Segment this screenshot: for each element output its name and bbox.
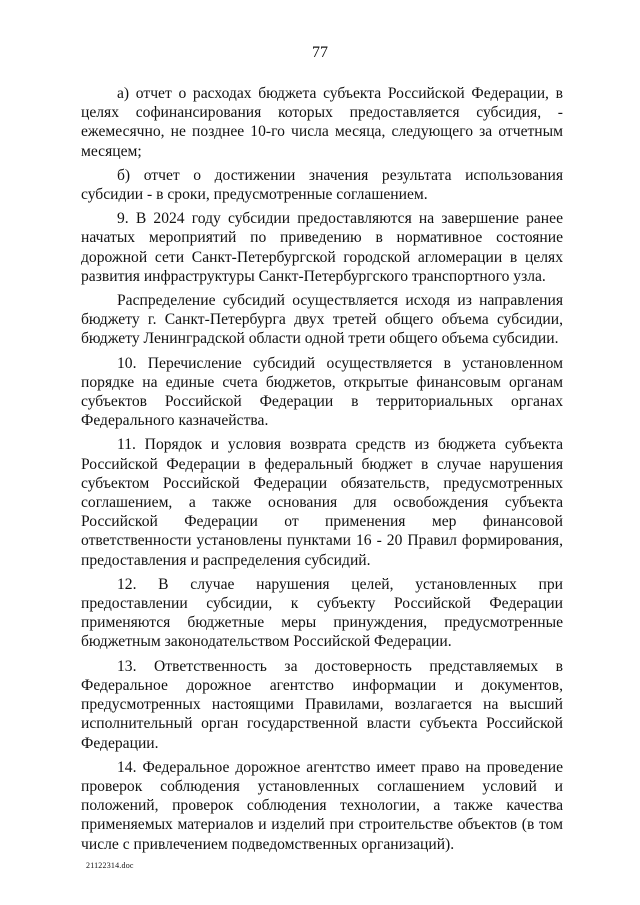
paragraph-a: а) отчет о расходах бюджета субъекта Российской Федерации, в целях софинансирования которых предоставляется субсидия, - ежемесячно, не позднее 10-го числа месяца, следующего за отчетным месяцем;	[81, 85, 563, 160]
paragraph-10: 10. Перечисление субсидий осуществляется в установленном порядке на единые счета бюджетов, открытые финансовым органам субъектов Российской Федерации в территориальных органах Федерального казначейства.	[81, 354, 563, 430]
document-body	[81, 84, 563, 859]
paragraph-12: 12. В случае нарушения целей, установленных при предоставлении субсидии, к субъекту Российской Федерации применяются бюджетные меры принуждения, предусмотренные бюджетным законодательством Российской Федерации.	[81, 575, 563, 651]
paragraph-9-distribution: Распределение субсидий осуществляется исходя из направления бюджету г. Санкт-Петербурга двух третей общего объема субсидии, бюджету Ленинградской области одной трети общего объема субсидии.	[81, 292, 563, 348]
document-file-code: 21122314.doc	[86, 861, 134, 870]
paragraph-11: 11. Порядок и условия возврата средств из бюджета субъекта Российской Федерации в федеральный бюджет в случае нарушения субъектом Российской Федерации обязательств, предусмотренных соглашением, а также основания для освобождения субъекта Российской Федерации от применения мер финансовой ответственности установлены пунктами 16 - 20 Правил формирования, предоставления и распределения субсидий.	[81, 436, 563, 569]
paragraph-9: 9. В 2024 году субсидии предоставляются на завершение ранее начатых мероприятий по приведению в нормативное состояние дорожной сети Санкт-Петербургской городской агломерации в целях развития инфраструктуры Санкт-Петербургского транспортного узла.	[81, 210, 563, 285]
paragraph-14: 14. Федеральное дорожное агентство имеет право на проведение проверок соблюдения установленных соглашением условий и положений, проверок соблюдения технологии, а также качества применяемых материалов и изделий при строительстве объектов (в том числе с привлечением подведомственных организаций).	[81, 758, 563, 853]
paragraph-13: 13. Ответственность за достоверность представляемых в Федеральное дорожное агентство информации и документов, предусмотренных настоящими Правилами, возлагается на высший исполнительный орган государственной власти субъекта Российской Федерации.	[81, 657, 563, 752]
paragraph-b: б) отчет о достижении значения результата использования субсидии - в сроки, предусмотренные соглашением.	[81, 166, 563, 204]
page-number: 77	[312, 44, 328, 61]
